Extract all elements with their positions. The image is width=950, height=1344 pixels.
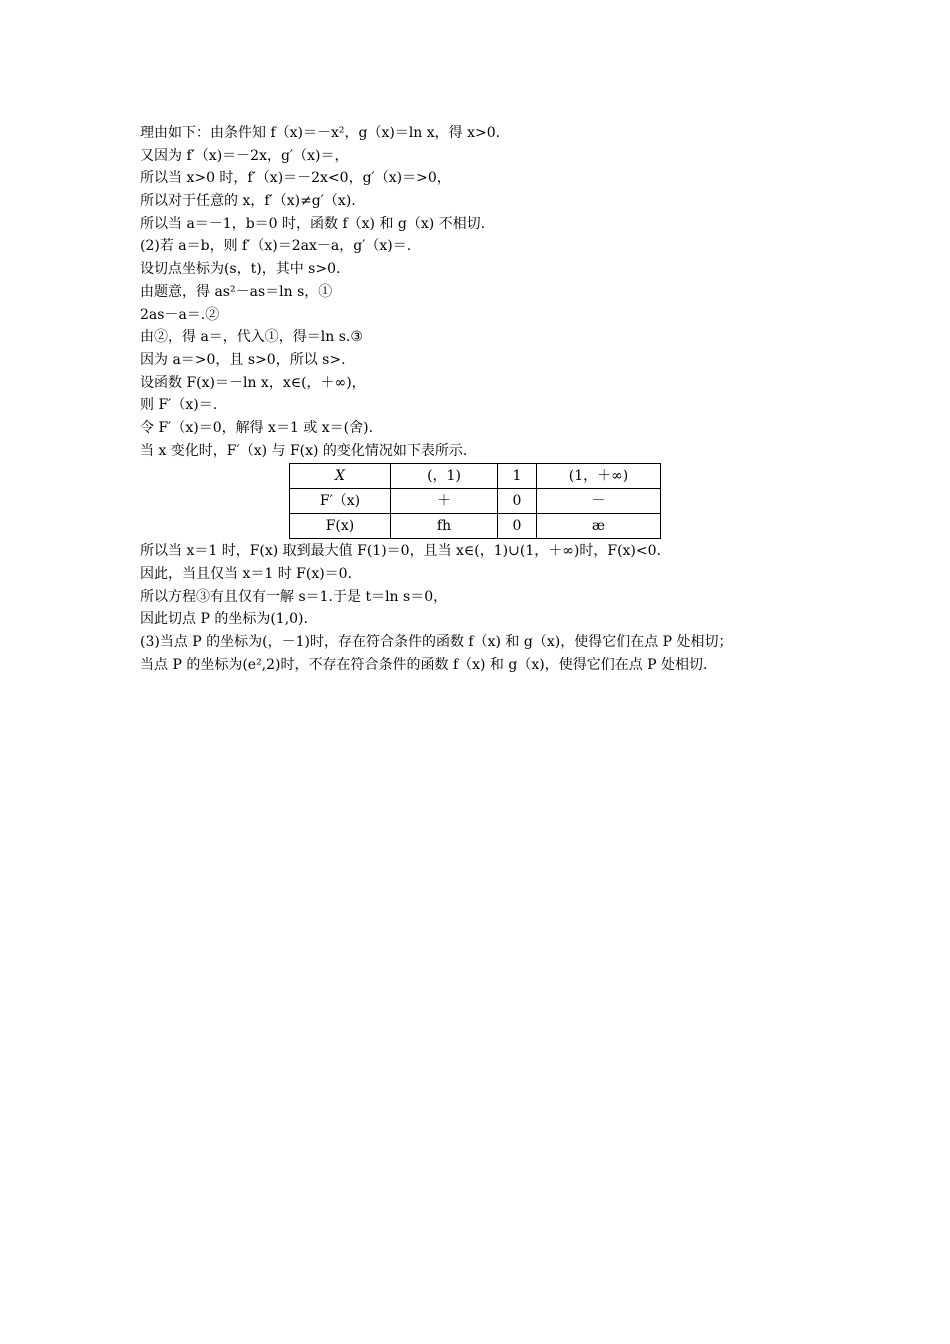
table-row	[290, 514, 661, 539]
table-cell: －	[537, 489, 661, 514]
text-line: 2as－a＝.②	[140, 306, 220, 323]
text-line: 因此切点 P 的坐标为(1,0).	[140, 611, 308, 628]
text-line: 由题意，得 as²－as＝ln s，①	[140, 283, 333, 300]
text-line: 所以当 a＝－1，b＝0 时，函数 f（x) 和 g（x) 不相切.	[140, 215, 486, 232]
text-line: 因此，当且仅当 x＝1 时 F(x)＝0.	[140, 566, 353, 582]
table-row	[290, 489, 661, 514]
table-header-cell: (，1)	[391, 464, 498, 489]
text-line: 由②，得 a＝，代入①，得＝ln s.③	[140, 329, 363, 346]
text-line: 又因为 f′（x)＝－2x，g′（x)＝，	[140, 147, 349, 164]
text-line: (2)若 a＝b，则 f′（x)＝2ax－a，g′（x)＝.	[140, 238, 412, 255]
text-line: 所以当 x＝1 时，F(x) 取到最大值 F(1)＝0，且当 x∈(，1)∪(1，＋∞)时，F(x)<0.	[140, 543, 661, 560]
text-line: (3)当点 P 的坐标为(，－1)时，存在符合条件的函数 f（x) 和 g（x)，使得它们在点 P 处相切；	[140, 634, 733, 651]
table-cell: F′（x)	[290, 489, 391, 514]
text-line: 令 F′（x)＝0，解得 x＝1 或 x＝(舍).	[140, 419, 374, 436]
table-cell: 0	[498, 514, 537, 539]
text-line: 当点 P 的坐标为(e²,2)时，不存在符合条件的函数 f（x) 和 g（x)，使得它们在点 P 处相切.	[140, 656, 708, 673]
text-line: 所以方程③有且仅有一解 s＝1.于是 t＝ln s＝0，	[140, 588, 448, 605]
text-line: 因为 a＝>0，且 s>0，所以 s>.	[140, 351, 346, 368]
document-page	[140, 122, 830, 676]
table-header-cell: 1	[498, 464, 537, 489]
text-line: 所以当 x>0 时，f′（x)＝－2x<0，g′（x)＝>0，	[140, 170, 451, 187]
table-header-cell: X	[290, 464, 391, 489]
text-line: 设函数 F(x)＝－ln x，x∈(，＋∞)，	[140, 374, 366, 391]
text-line: 所以对于任意的 x，f′（x)≠g′（x).	[140, 193, 356, 210]
table-cell: æ	[537, 514, 661, 539]
table-header-row	[290, 464, 661, 489]
text-line: 当 x 变化时，F′（x) 与 F(x) 的变化情况如下表所示.	[140, 442, 468, 459]
table-cell: 0	[498, 489, 537, 514]
variation-table	[289, 463, 661, 539]
table-cell: F(x)	[290, 514, 391, 539]
text-line: 设切点坐标为(s，t)，其中 s>0.	[140, 261, 341, 278]
text-line: 则 F′（x)＝.	[140, 397, 218, 414]
table-header-cell: (1，＋∞)	[537, 464, 661, 489]
text-line: 理由如下：由条件知 f（x)＝－x²，g（x)＝ln x，得 x>0.	[140, 125, 501, 141]
table-cell: ＋	[391, 489, 498, 514]
table-cell: fh	[391, 514, 498, 539]
